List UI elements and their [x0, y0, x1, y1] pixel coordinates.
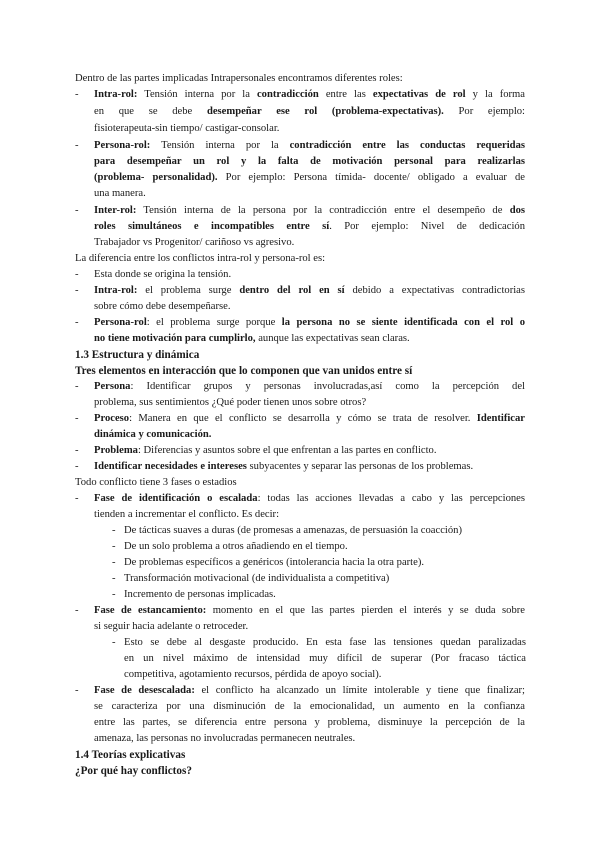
diff-item-3-line-1: Persona-rol: el problema surge porque la persona no se siente identificada con el rol o	[94, 317, 525, 328]
bullet: -	[75, 685, 79, 696]
bullet: -	[75, 445, 79, 456]
bullet: -	[75, 413, 79, 424]
bullet: -	[75, 461, 79, 472]
bullet: -	[75, 605, 79, 616]
phase-2-item-line-2: en un nivel máximo de intensidad muy difícil de superar (Por fracaso táctica	[124, 653, 526, 664]
bullet: -	[112, 525, 116, 536]
bullet: -	[112, 557, 116, 568]
diff-item-2-line-2: sobre cómo debe desempeñarse.	[94, 301, 231, 312]
role-persona-line-4: una manera.	[94, 188, 146, 199]
element-persona-line-2: problema, sus sentimientos ¿Qué poder tienen unos sobre otros?	[94, 397, 367, 408]
role-inter-line-1: Inter-rol: Tensión interna de la persona por la contradicción entre el desempeño de dos	[94, 205, 525, 216]
bullet: -	[112, 589, 116, 600]
bullet: -	[112, 573, 116, 584]
bullet: -	[75, 89, 79, 100]
question-heading: ¿Por qué hay conflictos?	[75, 765, 192, 777]
role-persona-line-2: para desempeñar un rol y la falta de motivación personal para realizarlas	[94, 156, 525, 167]
role-persona-line-1: Persona-rol: Tensión interna por la contradicción entre las conductas requeridas	[94, 140, 525, 151]
bullet: -	[75, 285, 79, 296]
role-persona-line-3: (problema- personalidad). Por ejemplo: Persona tímida- docente/ obligado a evaluar de	[94, 172, 525, 183]
phase-2-line-1: Fase de estancamiento: momento en el que las partes pierden el interés y se duda sobre	[94, 605, 525, 616]
bullet: -	[75, 205, 79, 216]
phase-3-line-2: se caracteriza por una disminución de la emocionalidad, un aumento en la confianza	[94, 701, 525, 712]
phase-1-item-4: Transformación motivacional (de individualista a competitiva)	[124, 573, 390, 584]
subheading-elements: Tres elementos en interacción que lo componen que van unidos entre sí	[75, 365, 413, 377]
bullet: -	[75, 269, 79, 280]
role-intra-line-3: fisioterapeuta-sin tiempo/ castigar-consolar.	[94, 123, 280, 134]
element-proceso-line-1: Proceso: Manera en que el conflicto se desarrolla y cómo se trata de resolver. Identificar	[94, 413, 525, 424]
phases-intro: Todo conflicto tiene 3 fases o estadios	[75, 477, 237, 488]
phase-1-line-2: tienden a incrementar el conflicto. Es decir:	[94, 509, 280, 520]
phase-3-line-1: Fase de desescalada: el conflicto ha alcanzado un límite intolerable y tiene que finalizar;	[94, 685, 526, 696]
bullet: -	[75, 317, 79, 328]
bullet: -	[112, 637, 116, 648]
element-proceso-line-2: dinámica y comunicación.	[94, 429, 212, 440]
role-intra-line-1: Intra-rol: Tensión interna por la contradicción entre las expectativas de rol y la forma	[94, 89, 526, 100]
element-necesidades: Identificar necesidades e intereses subyacentes y separar las personas de los problemas.	[94, 461, 474, 472]
phase-1-item-1: De tácticas suaves a duras (de promesas a amenazas, de persuasión la coacción)	[124, 525, 462, 536]
phase-1-item-2: De un solo problema a otros añadiendo en el tiempo.	[124, 541, 348, 552]
bullet: -	[75, 493, 79, 504]
bullet: -	[75, 381, 79, 392]
diff-item-1: Esta donde se origina la tensión.	[94, 269, 232, 280]
role-inter-line-3: Trabajador vs Progenitor/ cariñoso vs agresivo.	[94, 237, 295, 248]
element-persona-line-1: Persona: Identificar grupos y personas involucradas,así como la percepción del	[94, 381, 525, 392]
phase-2-line-2: si seguir hacia adelante o retroceder.	[94, 621, 249, 632]
phase-3-line-3: entre las partes, se diferencia entre persona y problema, disminuye la percepción de la	[94, 717, 525, 728]
section-heading-1-4: 1.4 Teorías explicativas	[75, 749, 186, 761]
section-heading-1-3: 1.3 Estructura y dinámica	[75, 349, 200, 361]
element-problema: Problema: Diferencias y asuntos sobre el que enfrentan a las partes en conflicto.	[94, 445, 437, 456]
phase-2-item-line-3: competitiva, agotamiento recursos, pérdida de apoyo social).	[124, 669, 382, 680]
role-inter-line-2: roles simultáneos e incompatibles entre sí. Por ejemplo: Nivel de dedicación	[94, 221, 525, 232]
phase-1-item-3: De problemas específicos a genéricos (intolerancia hacia la otra parte).	[124, 557, 425, 568]
intro-line: Dentro de las partes implicadas Intrapersonales encontramos diferentes roles:	[75, 73, 403, 84]
phase-1-item-5: Incremento de personas implicadas.	[124, 589, 276, 600]
phase-3-line-4: amenaza, las personas no involucradas permanecen neutrales.	[94, 733, 356, 744]
diff-item-3-line-2: no tiene motivación para cumplirlo, aunque las expectativas sean claras.	[94, 333, 410, 344]
diff-item-2-line-1: Intra-rol: el problema surge dentro del rol en sí debido a expectativas contradictorias	[94, 285, 525, 296]
bullet: -	[112, 541, 116, 552]
role-intra-line-2: en que se debe desempeñar ese rol (problema-expectativas). Por ejemplo:	[94, 106, 525, 117]
bullet: -	[75, 140, 79, 151]
diff-intro: La diferencia entre los conflictos intra-rol y persona-rol es:	[75, 253, 326, 264]
phase-1-line-1: Fase de identificación o escalada: todas las acciones llevadas a cabo y las percepciones	[94, 493, 525, 504]
phase-2-item-line-1: Esto se debe al desgaste producido. En esta fase las tensiones quedan paralizadas	[124, 637, 526, 648]
